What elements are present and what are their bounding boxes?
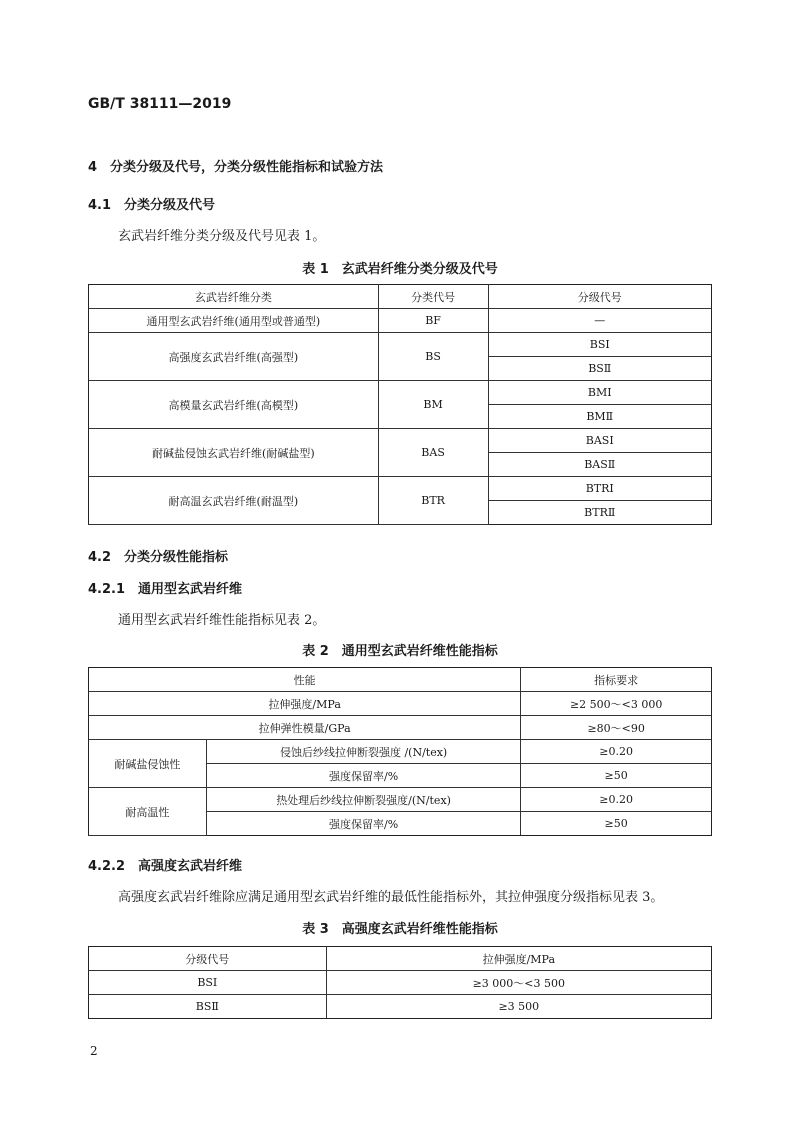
table-row xyxy=(89,309,712,333)
table-2 xyxy=(88,667,712,836)
section-4-2-2-title: 4.2.2 高强度玄武岩纤维 xyxy=(88,859,243,874)
table-cell: BF xyxy=(378,309,488,333)
table-cell: ≥50 xyxy=(521,764,712,788)
table-cell: 拉伸强度/MPa xyxy=(89,692,521,716)
table-cell: BMⅡ xyxy=(488,405,712,429)
column-header: 拉伸强度/MPa xyxy=(326,947,711,971)
table-row xyxy=(89,333,712,357)
table-cell: ≥50 xyxy=(521,812,712,836)
table-cell: BSⅠ xyxy=(488,333,712,357)
table-cell: BASⅡ xyxy=(488,453,712,477)
table-cell: 高模量玄武岩纤维(高模型) xyxy=(89,381,379,429)
column-header: 玄武岩纤维分类 xyxy=(89,285,379,309)
table-row xyxy=(89,947,712,971)
column-header: 分级代号 xyxy=(488,285,712,309)
section-4-2-1-title: 4.2.1 通用型玄武岩纤维 xyxy=(88,582,243,597)
table-cell: 拉伸弹性模量/GPa xyxy=(89,716,521,740)
table-cell: 侵蚀后纱线拉伸断裂强度 /(N/tex) xyxy=(206,740,521,764)
table-row xyxy=(89,971,712,995)
table-cell: BM xyxy=(378,381,488,429)
table-row xyxy=(89,477,712,501)
table-cell: ≥80～<90 xyxy=(521,716,712,740)
table-cell: BS xyxy=(378,333,488,381)
table-cell: BSⅡ xyxy=(488,357,712,381)
section-4-1-title: 4.1 分类分级及代号 xyxy=(88,198,216,213)
table-row xyxy=(89,668,712,692)
table-cell: BSⅠ xyxy=(89,971,327,995)
table-cell: ≥0.20 xyxy=(521,788,712,812)
table-cell: BTRⅠ xyxy=(488,477,712,501)
table-cell: BASⅠ xyxy=(488,429,712,453)
table-cell: ≥0.20 xyxy=(521,740,712,764)
table-cell: — xyxy=(488,309,712,333)
table-cell: BMⅠ xyxy=(488,381,712,405)
table-1-caption: 表 1 玄武岩纤维分类分级及代号 xyxy=(302,262,498,277)
section-4-2-title: 4.2 分类分级性能指标 xyxy=(88,550,229,565)
table-3-caption: 表 3 高强度玄武岩纤维性能指标 xyxy=(302,922,498,937)
section-4-title: 4 分类分级及代号，分类分级性能指标和试验方法 xyxy=(88,160,384,175)
table-cell: 耐碱盐侵蚀性 xyxy=(89,740,207,788)
table-row xyxy=(89,788,712,812)
table-cell: ≥3 000～<3 500 xyxy=(326,971,711,995)
standard-id: GB/T 38111—2019 xyxy=(88,96,232,112)
table-cell: 通用型玄武岩纤维(通用型或普通型) xyxy=(89,309,379,333)
table-cell: 耐碱盐侵蚀玄武岩纤维(耐碱盐型) xyxy=(89,429,379,477)
table-cell: BAS xyxy=(378,429,488,477)
table-1 xyxy=(88,284,712,525)
table-row xyxy=(89,381,712,405)
section-4-2-2-text: 高强度玄武岩纤维除应满足通用型玄武岩纤维的最低性能指标外，其拉伸强度分级指标见表 3。 xyxy=(118,890,664,905)
table-2-caption: 表 2 通用型玄武岩纤维性能指标 xyxy=(302,644,498,659)
table-cell: ≥3 500 xyxy=(326,995,711,1019)
column-header: 分级代号 xyxy=(89,947,327,971)
column-header: 性能 xyxy=(89,668,521,692)
table-cell: BSⅡ xyxy=(89,995,327,1019)
table-cell: ≥2 500～<3 000 xyxy=(521,692,712,716)
table-cell: 耐高温玄武岩纤维(耐温型) xyxy=(89,477,379,525)
table-row xyxy=(89,429,712,453)
table-cell: BTR xyxy=(378,477,488,525)
table-row xyxy=(89,692,712,716)
table-cell: 高强度玄武岩纤维(高强型) xyxy=(89,333,379,381)
table-row xyxy=(89,716,712,740)
table-row xyxy=(89,740,712,764)
table-cell: 耐高温性 xyxy=(89,788,207,836)
column-header: 分类代号 xyxy=(378,285,488,309)
table-cell: 强度保留率/% xyxy=(206,764,521,788)
table-row xyxy=(89,995,712,1019)
table-cell: BTRⅡ xyxy=(488,501,712,525)
table-cell: 热处理后纱线拉伸断裂强度/(N/tex) xyxy=(206,788,521,812)
table-3 xyxy=(88,946,712,1019)
section-4-2-1-text: 通用型玄武岩纤维性能指标见表 2。 xyxy=(118,613,326,628)
table-cell: 强度保留率/% xyxy=(206,812,521,836)
table-row xyxy=(89,285,712,309)
section-4-1-text: 玄武岩纤维分类分级及代号见表 1。 xyxy=(118,229,326,244)
page-number: 2 xyxy=(90,1044,98,1058)
column-header: 指标要求 xyxy=(521,668,712,692)
